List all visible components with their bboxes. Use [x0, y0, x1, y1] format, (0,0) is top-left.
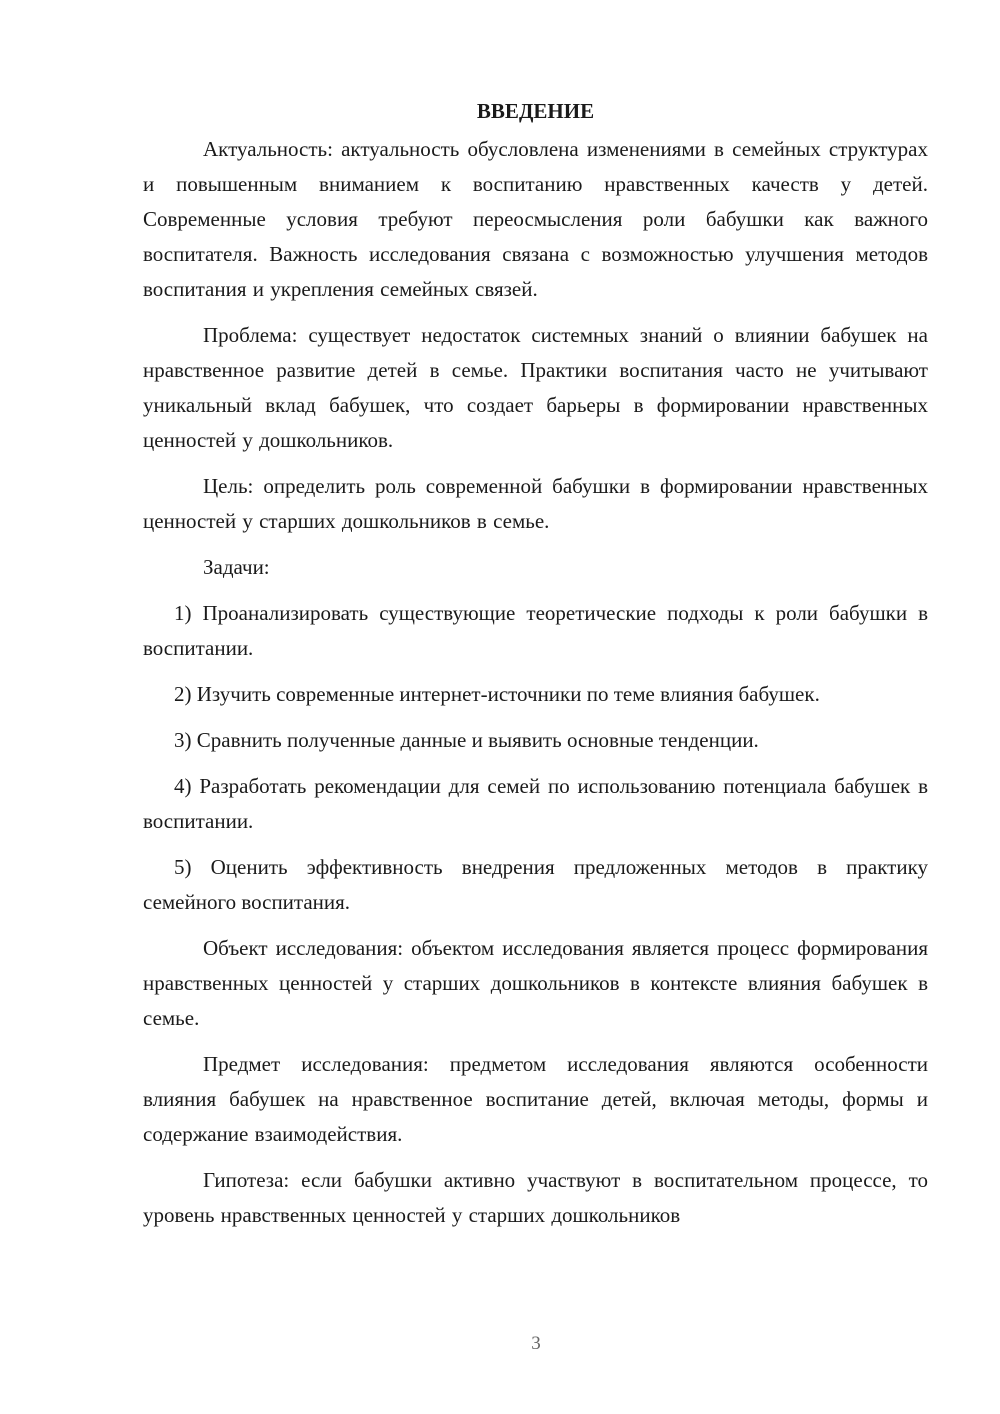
task-item: 5) Оценить эффективность внедрения предложенных методов в практику семейного воспитания.	[143, 855, 928, 914]
problem-paragraph: Проблема: существует недостаток системных знаний о влиянии бабушек на нравственное развитие детей в семье. Практики воспитания часто не учитывают уникальный вклад бабушек, что создает барьеры в формировании нравственных ценностей у дошкольников.	[143, 323, 928, 452]
page-number: 3	[531, 1333, 541, 1354]
hypothesis-paragraph: Гипотеза: если бабушки активно участвуют в воспитательном процессе, то уровень нравственных ценностей у старших дошкольников	[143, 1168, 928, 1227]
subject-paragraph: Предмет исследования: предметом исследования являются особенности влияния бабушек на нравственное воспитание детей, включая методы, формы и содержание взаимодействия.	[143, 1052, 928, 1146]
page-content	[143, 96, 928, 1244]
goal-paragraph: Цель: определить роль современной бабушки в формировании нравственных ценностей у старших дошкольников в семье.	[143, 474, 928, 533]
section-heading: ВВЕДЕНИЕ	[476, 99, 595, 123]
task-item: 2) Изучить современные интернет-источники по теме влияния бабушек.	[174, 682, 820, 706]
relevance-paragraph: Актуальность: актуальность обусловлена изменениями в семейных структурах и повышенным вниманием к воспитанию нравственных качеств у детей. Современные условия требуют переосмысления роли бабушки как важного воспитателя. Важность исследования связана с возможностью улучшения методов воспитания и укрепления семейных связей.	[143, 137, 928, 301]
object-paragraph: Объект исследования: объектом исследования является процесс формирования нравственных ценностей у старших дошкольников в контексте влияния бабушек в семье.	[143, 936, 928, 1030]
task-item: 3) Сравнить полученные данные и выявить основные тенденции.	[174, 728, 759, 752]
task-item: 4) Разработать рекомендации для семей по использованию потенциала бабушек в воспитании.	[143, 774, 928, 833]
task-item: 1) Проанализировать существующие теоретические подходы к роли бабушки в воспитании.	[143, 601, 928, 660]
tasks-title: Задачи:	[203, 555, 270, 579]
